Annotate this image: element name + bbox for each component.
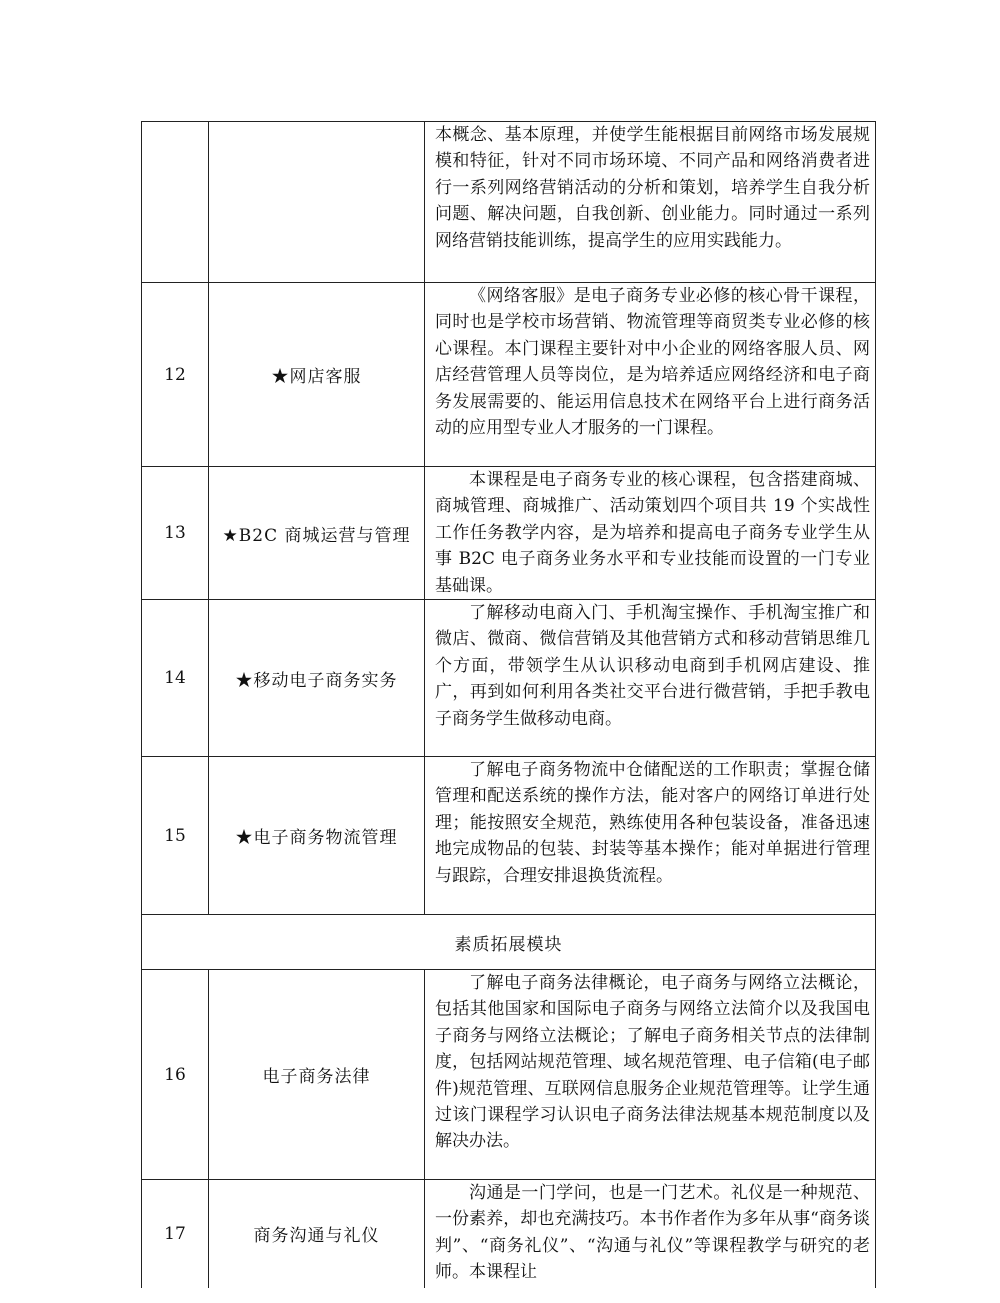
course-name: ★B2C 商城运营与管理 — [209, 467, 425, 600]
table-row — [142, 122, 876, 283]
course-name: 电子商务法律 — [209, 970, 425, 1180]
course-description — [425, 1180, 876, 1288]
course-table — [141, 121, 876, 1288]
table-row — [142, 757, 876, 915]
course-description-text: 了解电子商务物流中仓储配送的工作职责；掌握仓储管理和配送系统的操作方法，能对客户的网络订单进行处理；能按照安全规范，熟练使用各种包装设备，准备迅速地完成物品的包装、封装等基本操作；能对单据进行管理与跟踪，合理安排退换货流程。 — [435, 760, 870, 886]
course-description-text: 本概念、基本原理，并使学生能根据目前网络市场发展规模和特征，针对不同市场环境、不同产品和网络消费者进行一系列网络营销活动的分析和策划，培养学生自我分析问题、解决问题，自我创新、创业能力。同时通过一系列网络营销技能训练，提高学生的应用实践能力。 — [435, 125, 870, 251]
course-description-text: 《网络客服》是电子商务专业必修的核心骨干课程，同时也是学校市场营销、物流管理等商贸类专业必修的核心课程。本门课程主要针对中小企业的网络客服人员、网店经营管理人员等岗位，是为培养适应网络经济和电子商务发展需要的、能运用信息技术在网络平台上进行商务活动的应用型专业人才服务的一门课程。 — [435, 286, 870, 439]
course-number: 13 — [142, 467, 209, 600]
table-row — [142, 283, 876, 467]
course-name: ★网店客服 — [209, 283, 425, 467]
table-row — [142, 600, 876, 757]
course-description-text: 了解移动电商入门、手机淘宝操作、手机淘宝推广和微店、微商、微信营销及其他营销方式和移动营销思维几个方面，带领学生从认识移动电商到手机网店建设、推广，再到如何利用各类社交平台进行微营销，手把手教电子商务学生做移动电商。 — [435, 603, 870, 729]
course-description — [425, 757, 876, 915]
course-description — [425, 122, 876, 283]
course-description-text: 沟通是一门学问，也是一门艺术。礼仪是一种规范、一份素养，却也充满技巧。本书作者作为多年从事“商务谈判”、“商务礼仪”、“沟通与礼仪”等课程教学与研究的老师。本课程让 — [435, 1183, 870, 1283]
table-row — [142, 970, 876, 1180]
course-description — [425, 970, 876, 1180]
section-title: 素质拓展模块 — [142, 915, 876, 970]
course-name: ★电子商务物流管理 — [209, 757, 425, 915]
course-name — [209, 122, 425, 283]
course-number: 17 — [142, 1180, 209, 1288]
course-description — [425, 600, 876, 757]
section-row — [142, 915, 876, 970]
course-description-text: 本课程是电子商务专业的核心课程，包含搭建商城、商城管理、商城推广、活动策划四个项目共 19 个实战性工作任务教学内容，是为培养和提高电子商务专业学生从事 B2C 电子商务业务水平和专业技能而设置的一门专业基础课。 — [435, 470, 870, 596]
course-number: 16 — [142, 970, 209, 1180]
course-name: ★移动电子商务实务 — [209, 600, 425, 757]
table-row — [142, 1180, 876, 1288]
course-number: 12 — [142, 283, 209, 467]
course-number: 14 — [142, 600, 209, 757]
course-description — [425, 467, 876, 600]
course-number: 15 — [142, 757, 209, 915]
course-name: 商务沟通与礼仪 — [209, 1180, 425, 1288]
table-row — [142, 467, 876, 600]
course-number — [142, 122, 209, 283]
course-description — [425, 283, 876, 467]
course-description-text: 了解电子商务法律概论，电子商务与网络立法概论，包括其他国家和国际电子商务与网络立法简介以及我国电子商务与网络立法概论；了解电子商务相关节点的法律制度，包括网站规范管理、域名规范管理、电子信箱(电子邮件)规范管理、互联网信息服务企业规范管理等。让学生通过该门课程学习认识电子商务法律法规基本规范制度以及解决办法。 — [435, 973, 870, 1152]
